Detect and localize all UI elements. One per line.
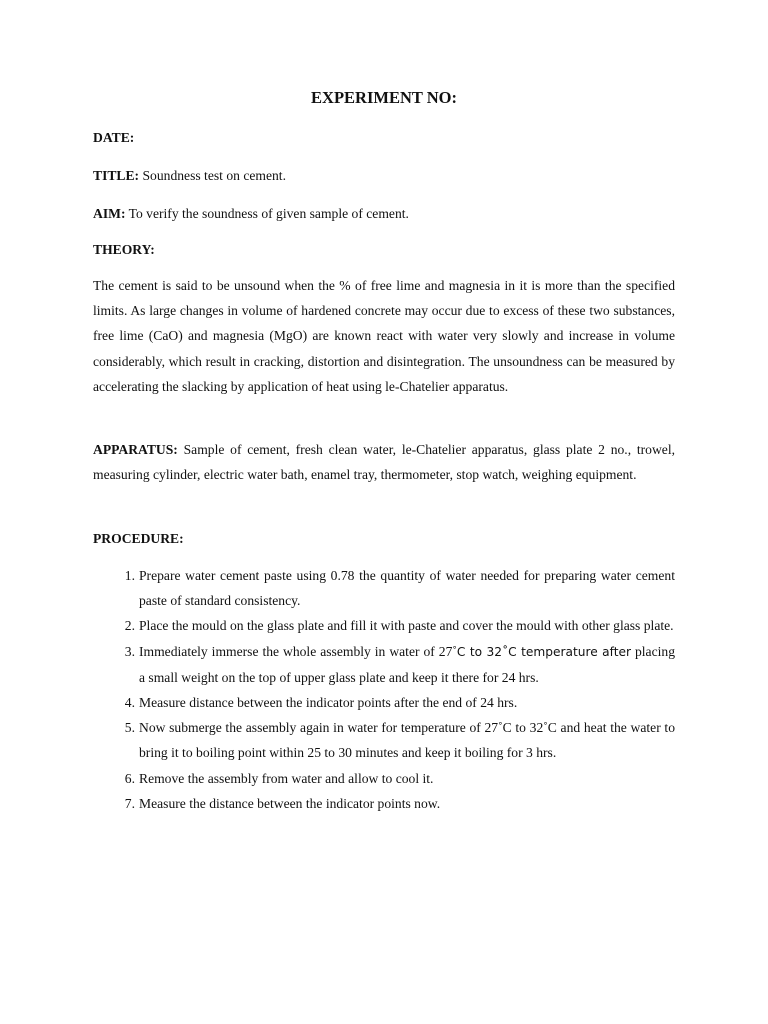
step-text-part-b: C to 32 [456,644,503,659]
procedure-step-5 [93,715,675,765]
procedure-step-1 [93,563,675,613]
aim-value: To verify the soundness of given sample of cement. [128,206,409,221]
apparatus-paragraph [93,437,675,487]
apparatus-text: Sample of cement, fresh clean water, le-Chatelier apparatus, glass plate 2 no., trowel, measuring cylinder, electric water bath, enamel tray, thermometer, stop watch, weighing equipment. [93,442,675,483]
title-value: Soundness test on cement. [142,168,286,183]
procedure-step-3 [93,639,675,690]
procedure-step-2 [93,613,675,638]
date-label: DATE: [93,130,135,145]
procedure-field [93,530,675,548]
step-text: Measure the distance between the indicator points now. [139,795,441,811]
theory-label: THEORY: [93,242,155,257]
step-text-part-a: Immediately immerse the whole assembly in water of 27 [139,643,453,659]
step-number: 2. [124,618,135,634]
theory-field [93,241,675,259]
step-text-part-d: placing a small weight on the top of upper glass plate and keep it there for 24 hrs. [139,643,675,685]
step-text: Prepare water cement paste using 0.78 the quantity of water needed for preparing water cement paste of standard consistency. [139,568,675,609]
procedure-label: PROCEDURE: [93,531,184,546]
step-number: 4. [124,695,135,711]
step-number: 7. [124,795,135,811]
step-number: 3. [124,643,135,659]
procedure-step-6 [93,766,675,791]
procedure-step-7 [93,791,675,816]
step-text: Measure distance between the indicator points after the end of 24 hrs. [139,695,518,711]
experiment-heading: EXPERIMENT NO: [311,88,457,107]
procedure-step-4 [93,690,675,715]
title-label: TITLE: [93,168,140,183]
date-field [93,129,675,147]
aim-label: AIM: [93,206,126,221]
theory-paragraph: The cement is said to be unsound when the % of free lime and magnesia in it is more than the specified limits. As large changes in volume of hardened concrete may occur due to excess of these two substances, free lime (CaO) and magnesia (MgO) are known react with water very slowly and increase in volume considerably, which result in cracking, distortion and disintegration. The unsoundness can be measured by accelerating the slacking by application of heat using le-Chatelier apparatus. [93,278,675,394]
step-text: Remove the assembly from water and allow to cool it. [139,770,434,786]
degree-mark: ˚ [452,643,457,659]
procedure-steps-list [93,563,675,816]
step-number: 1. [124,568,135,583]
title-field [93,167,675,185]
apparatus-label: APPARATUS: [93,442,178,457]
step-text: Place the mould on the glass plate and fill it with paste and cover the mould with other glass plate. [139,618,674,634]
step-text-part-c: C temperature after [508,644,631,659]
step-number: 6. [124,770,135,786]
degree-mark: ˚ [502,644,509,659]
aim-field [93,205,675,223]
step-text: Now submerge the assembly again in water for temperature of 27˚C to 32˚C and heat the water to bring it to boiling point within 25 to 30 minutes and keep it boiling for 3 hrs. [139,720,675,761]
step-number: 5. [124,720,135,736]
